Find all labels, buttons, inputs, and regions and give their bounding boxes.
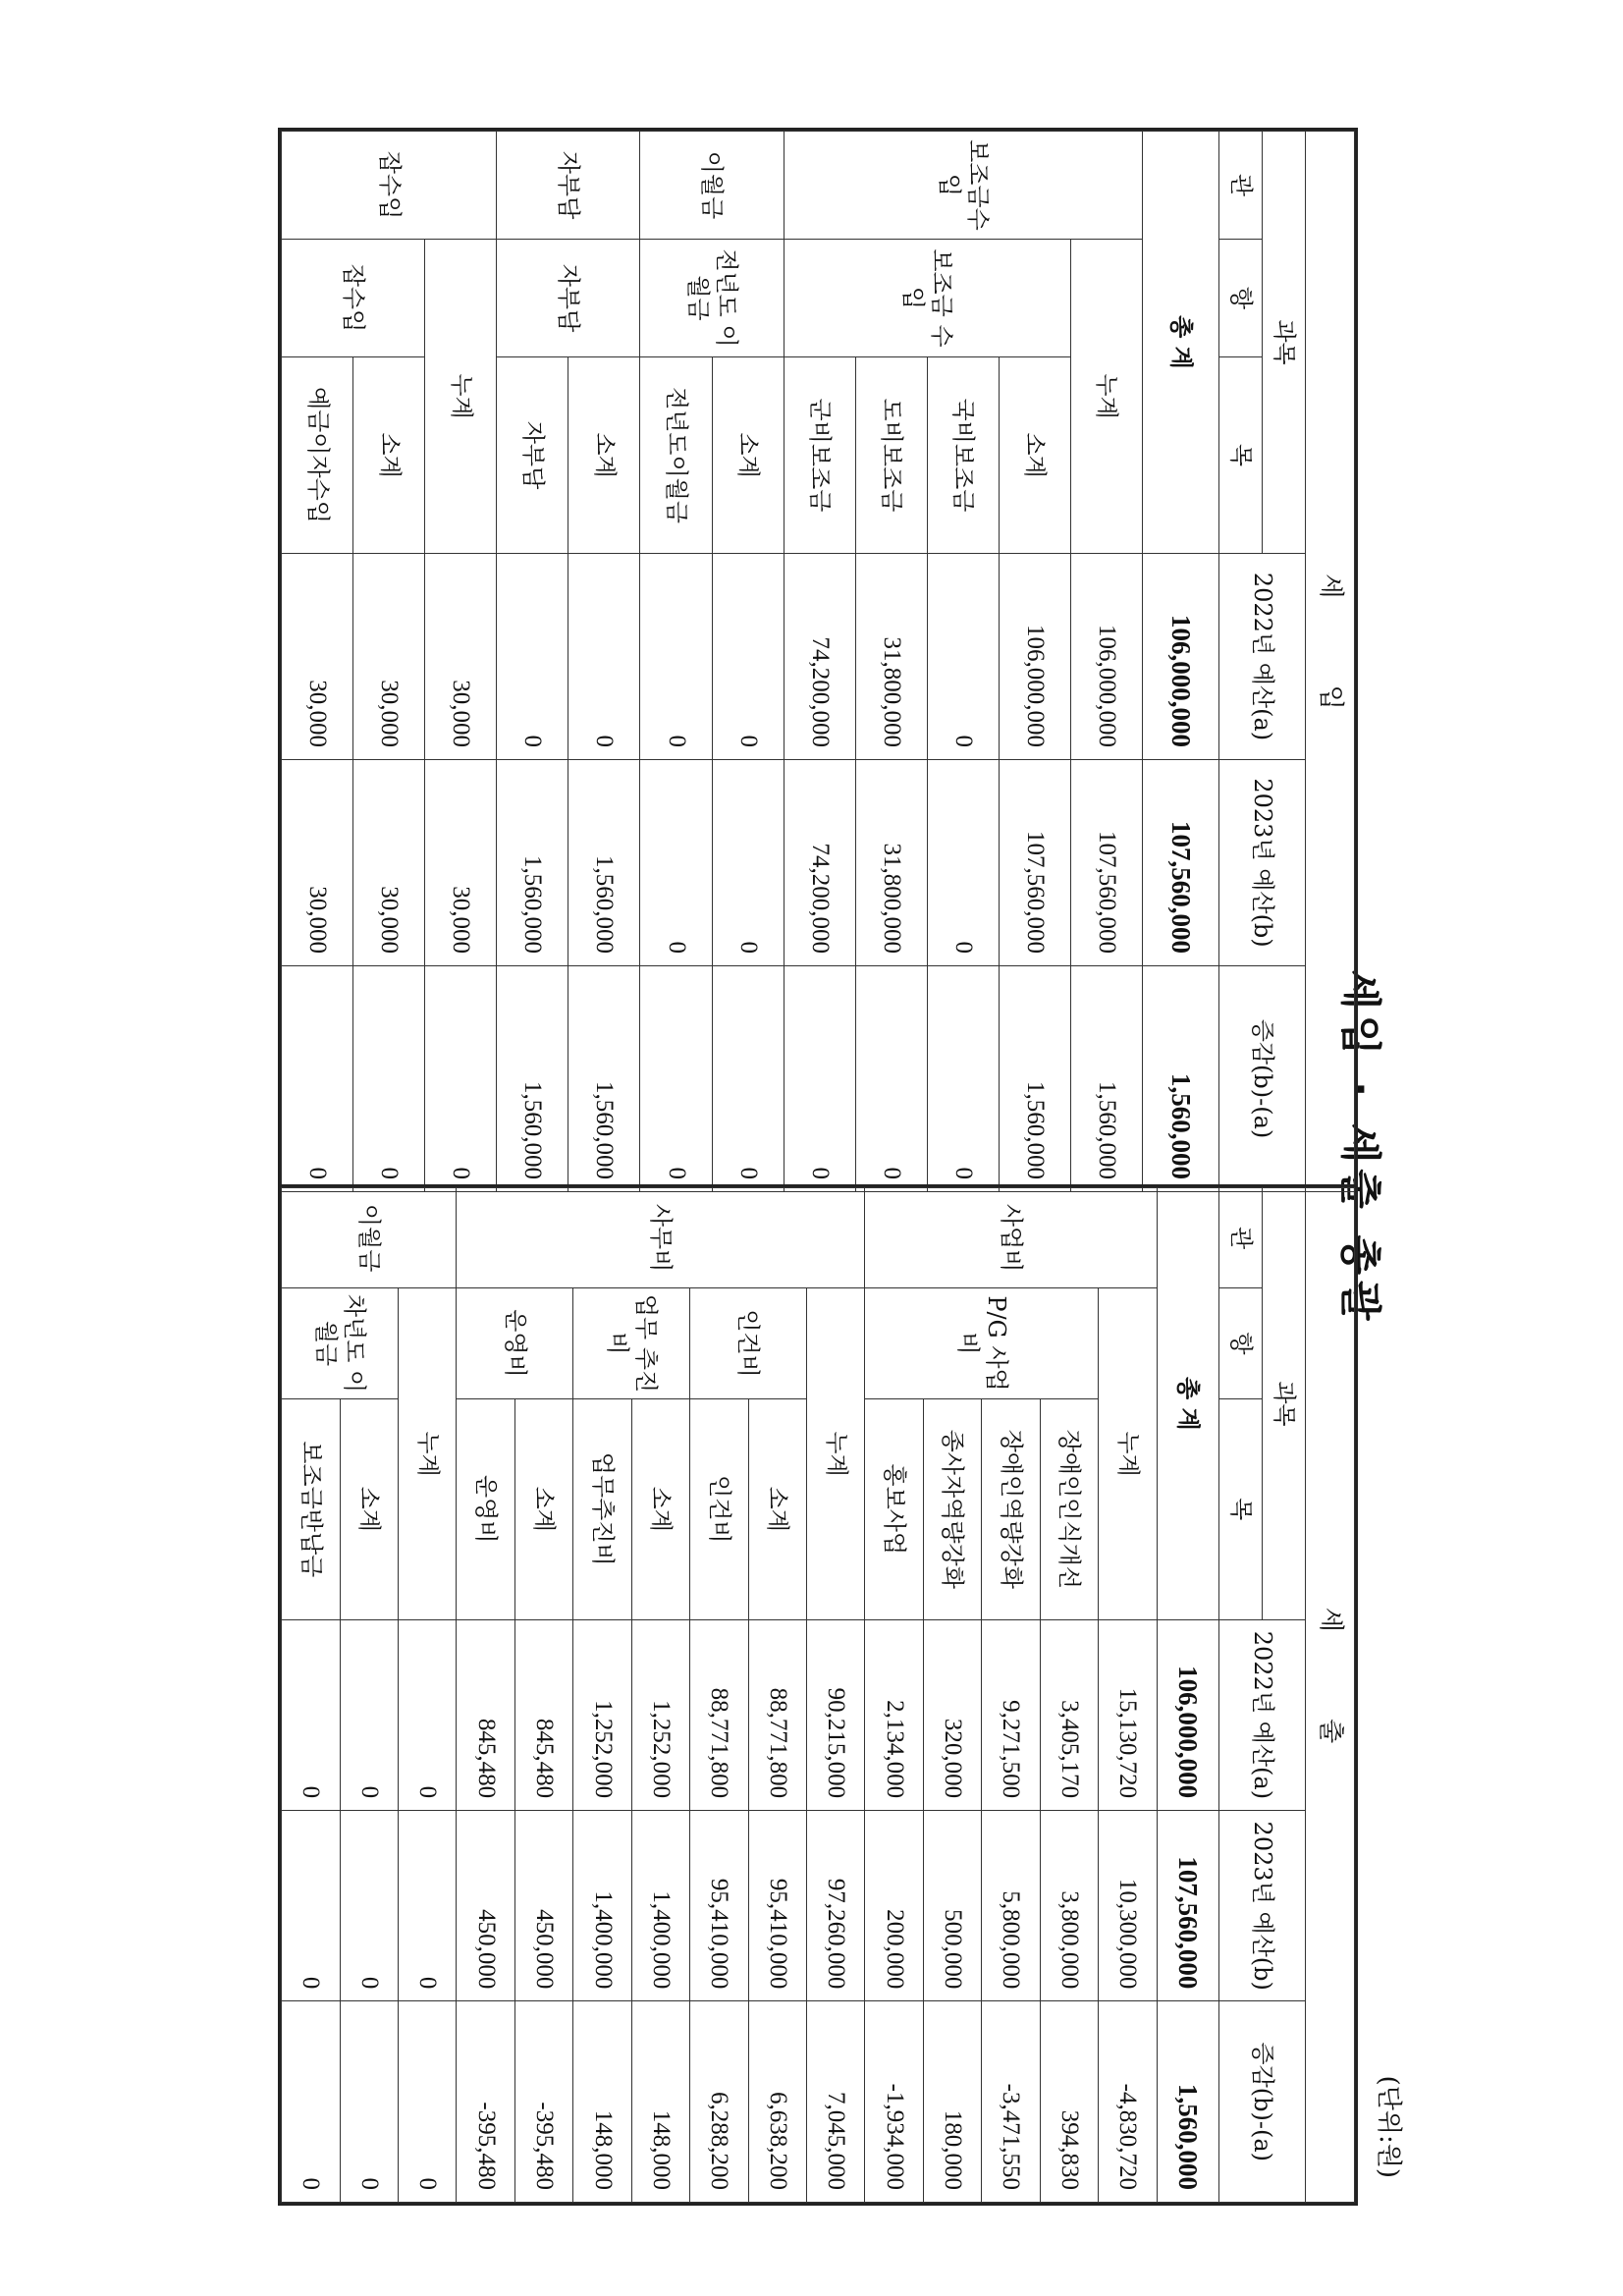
- expense-a-cell: 2,134,000: [865, 1619, 923, 1810]
- revenue-gwan-cell: 자부담: [497, 132, 640, 240]
- expense-mok-cell: 업무추진비: [573, 1398, 631, 1619]
- revenue-b-cell: 107,560,000: [1070, 760, 1142, 966]
- table-row: [631, 1188, 689, 2203]
- revenue-mok-cell: 소계: [568, 357, 640, 554]
- revenue-a-cell: 0: [712, 554, 784, 760]
- revenue-a-cell: 74,200,000: [784, 554, 855, 760]
- expense-total-row: [1157, 1188, 1218, 2203]
- page-title: 세입 · 세출 총괄: [1336, 969, 1384, 1327]
- revenue-total-row: [1142, 132, 1218, 1192]
- revenue-d-cell: 1,560,000: [1070, 966, 1142, 1192]
- expense-mok-cell: 누계: [806, 1288, 864, 1620]
- expense-a-cell: 15,130,720: [1099, 1619, 1157, 1810]
- expense-a-cell: 90,215,000: [806, 1619, 864, 1810]
- revenue-d-cell: 0: [927, 966, 999, 1192]
- expense-b-cell: 0: [340, 1811, 398, 2001]
- expense-a-cell: 0: [282, 1619, 341, 1810]
- expense-a-cell: 9,271,500: [982, 1619, 1040, 1810]
- expense-mok-cell: 홍보사업: [865, 1398, 923, 1619]
- expense-mok-cell: 운영비: [457, 1398, 514, 1619]
- expense-total-label: 총 계: [1157, 1188, 1218, 1620]
- revenue-total-a: 106,000,000: [1142, 554, 1218, 760]
- table-row: [1099, 1188, 1157, 2203]
- revenue-b-cell: 0: [712, 760, 784, 966]
- expense-mok-cell: 인건비: [690, 1398, 748, 1619]
- revenue-a-cell: 106,000,000: [999, 554, 1070, 760]
- revenue-gwamok-header: 과목: [1263, 132, 1306, 554]
- revenue-mok-cell: 전년도이월금: [640, 357, 712, 554]
- table-row: [806, 1188, 864, 2203]
- revenue-d-cell: 1,560,000: [497, 966, 568, 1192]
- expense-hang-cell: 업무 추진비: [573, 1288, 690, 1399]
- revenue-mok-cell: 도비보조금: [855, 357, 927, 554]
- expense-b-cell: 500,000: [923, 1811, 981, 2001]
- revenue-d-cell: 1,560,000: [999, 966, 1070, 1192]
- revenue-b-cell: 30,000: [353, 760, 425, 966]
- expense-mok-cell: 소계: [748, 1398, 806, 1619]
- revenue-d-cell: 0: [425, 966, 497, 1192]
- revenue-a-cell: 0: [640, 554, 712, 760]
- revenue-mok-cell: 자부담: [497, 357, 568, 554]
- revenue-mok-header: 목: [1219, 357, 1263, 554]
- expense-a-cell: 845,480: [457, 1619, 514, 1810]
- expense-b-cell: 0: [282, 1811, 341, 2001]
- expense-d-cell: -4,830,720: [1099, 2001, 1157, 2203]
- table-row: [353, 132, 425, 1192]
- expense-d-cell: 394,830: [1040, 2001, 1098, 2203]
- table-row: [1040, 1188, 1098, 2203]
- revenue-a-cell: 31,800,000: [855, 554, 927, 760]
- expense-d-cell: 180,000: [923, 2001, 981, 2203]
- expense-b-cell: 5,800,000: [982, 1811, 1040, 2001]
- table-row: [399, 1188, 457, 2203]
- revenue-mok-cell: 국비보조금: [927, 357, 999, 554]
- expense-d-cell: 7,045,000: [806, 2001, 864, 2203]
- revenue-a-cell: 0: [497, 554, 568, 760]
- expense-gwamok-header: 과목: [1263, 1188, 1306, 1620]
- expense-d-cell: 0: [399, 2001, 457, 2203]
- revenue-mok-cell: 소계: [712, 357, 784, 554]
- revenue-table: [278, 128, 1358, 1188]
- expense-b-cell: 450,000: [457, 1811, 514, 2001]
- expense-a-cell: 320,000: [923, 1619, 981, 1810]
- revenue-a-cell: 0: [568, 554, 640, 760]
- revenue-total-d: 1,560,000: [1142, 966, 1218, 1192]
- expense-b-cell: 450,000: [514, 1811, 572, 2001]
- revenue-total-b: 107,560,000: [1142, 760, 1218, 966]
- revenue-mok-cell: 소계: [999, 357, 1070, 554]
- revenue-2023-header: 2023년 예산(b): [1219, 760, 1306, 966]
- expense-a-cell: 1,252,000: [631, 1619, 689, 1810]
- table-row: [748, 1188, 806, 2203]
- expense-d-cell: -1,934,000: [865, 2001, 923, 2203]
- table-row: [712, 132, 784, 1192]
- expense-hang-header: 항: [1219, 1288, 1263, 1399]
- expense-a-cell: 88,771,800: [690, 1619, 748, 1810]
- expense-gwan-header: 관: [1219, 1188, 1263, 1288]
- expense-hang-cell: 인건비: [690, 1288, 807, 1399]
- revenue-d-cell: 0: [353, 966, 425, 1192]
- revenue-gwan-header: 관: [1219, 132, 1263, 240]
- expense-d-cell: -395,480: [457, 2001, 514, 2203]
- expense-mok-cell: 누계: [399, 1288, 457, 1620]
- revenue-b-cell: 31,800,000: [855, 760, 927, 966]
- expense-mok-cell: 소계: [340, 1398, 398, 1619]
- expense-a-cell: 0: [340, 1619, 398, 1810]
- expense-mok-cell: 장애인역량강화: [982, 1398, 1040, 1619]
- expense-b-cell: 3,800,000: [1040, 1811, 1098, 2001]
- expense-a-cell: 845,480: [514, 1619, 572, 1810]
- revenue-d-cell: 1,560,000: [568, 966, 640, 1192]
- revenue-hang-cell: 잡수입: [282, 240, 425, 357]
- revenue-b-cell: 30,000: [425, 760, 497, 966]
- expense-mok-cell: 종사자역량강화: [923, 1398, 981, 1619]
- expense-total-b: 107,560,000: [1157, 1811, 1218, 2001]
- revenue-d-cell: 0: [784, 966, 855, 1192]
- expense-mok-cell: 누계: [1099, 1288, 1157, 1620]
- expense-mok-cell: 장애인인식개선: [1040, 1398, 1098, 1619]
- revenue-section-header: 세 입: [1306, 132, 1355, 1192]
- revenue-gwan-cell: 이월금: [640, 132, 784, 240]
- expense-b-cell: 1,400,000: [631, 1811, 689, 2001]
- expense-a-cell: 0: [399, 1619, 457, 1810]
- expense-2023-header: 2023년 예산(b): [1219, 1811, 1306, 2001]
- expense-b-cell: 200,000: [865, 1811, 923, 2001]
- revenue-d-cell: 0: [282, 966, 353, 1192]
- expense-hang-cell: 운영비: [457, 1288, 573, 1399]
- revenue-hang-header: 항: [1219, 240, 1263, 357]
- revenue-a-cell: 30,000: [353, 554, 425, 760]
- expense-b-cell: 97,260,000: [806, 1811, 864, 2001]
- expense-diff-header: 증감(b)-(a): [1219, 2001, 1306, 2203]
- revenue-b-cell: 1,560,000: [568, 760, 640, 966]
- revenue-mok-cell: 누계: [1070, 240, 1142, 554]
- revenue-2022-header: 2022년 예산(a): [1219, 554, 1306, 760]
- expense-gwan-cell: 사업비: [865, 1188, 1157, 1288]
- revenue-total-label: 총 계: [1142, 132, 1218, 554]
- expense-total-d: 1,560,000: [1157, 2001, 1218, 2203]
- expense-d-cell: 148,000: [631, 2001, 689, 2203]
- revenue-a-cell: 30,000: [282, 554, 353, 760]
- revenue-diff-header: 증감(b)-(a): [1219, 966, 1306, 1192]
- table-row: [425, 132, 497, 1192]
- revenue-a-cell: 30,000: [425, 554, 497, 760]
- unit-label: (단위:원): [1374, 2075, 1403, 2178]
- expense-section-header: 세 출: [1306, 1188, 1355, 2203]
- expense-d-cell: 148,000: [573, 2001, 631, 2203]
- expense-b-cell: 10,300,000: [1099, 1811, 1157, 2001]
- revenue-b-cell: 30,000: [282, 760, 353, 966]
- expense-d-cell: -395,480: [514, 2001, 572, 2203]
- expense-table: [278, 1184, 1358, 2206]
- revenue-hang-cell: 자부담: [497, 240, 640, 357]
- revenue-mok-cell: 소계: [353, 357, 425, 554]
- expense-gwan-cell: 이월금: [282, 1188, 457, 1288]
- revenue-hang-cell: 보조금 수입: [784, 240, 1070, 357]
- table-row: [340, 1188, 398, 2203]
- expense-total-a: 106,000,000: [1157, 1619, 1218, 1810]
- revenue-gwan-cell: 보조금수입: [784, 132, 1142, 240]
- revenue-b-cell: 107,560,000: [999, 760, 1070, 966]
- revenue-a-cell: 106,000,000: [1070, 554, 1142, 760]
- expense-hang-cell: 차년도 이월금: [282, 1288, 399, 1399]
- expense-a-cell: 3,405,170: [1040, 1619, 1098, 1810]
- expense-a-cell: 88,771,800: [748, 1619, 806, 1810]
- expense-b-cell: 0: [399, 1811, 457, 2001]
- expense-d-cell: 6,638,200: [748, 2001, 806, 2203]
- revenue-b-cell: 0: [927, 760, 999, 966]
- expense-2022-header: 2022년 예산(a): [1219, 1619, 1306, 1810]
- revenue-d-cell: 0: [712, 966, 784, 1192]
- expense-mok-header: 목: [1219, 1398, 1263, 1619]
- table-row: [1070, 132, 1142, 1192]
- revenue-b-cell: 74,200,000: [784, 760, 855, 966]
- revenue-d-cell: 0: [640, 966, 712, 1192]
- revenue-hang-cell: 전년도 이월금: [640, 240, 784, 357]
- expense-d-cell: 0: [340, 2001, 398, 2203]
- revenue-a-cell: 0: [927, 554, 999, 760]
- expense-b-cell: 95,410,000: [748, 1811, 806, 2001]
- expense-b-cell: 1,400,000: [573, 1811, 631, 2001]
- revenue-b-cell: 1,560,000: [497, 760, 568, 966]
- revenue-mok-cell: 누계: [425, 240, 497, 554]
- expense-d-cell: -3,471,550: [982, 2001, 1040, 2203]
- table-row: [568, 132, 640, 1192]
- table-row: [999, 132, 1070, 1192]
- expense-d-cell: 6,288,200: [690, 2001, 748, 2203]
- expense-mok-cell: 보조금반납금: [282, 1398, 341, 1619]
- expense-gwan-cell: 사무비: [457, 1188, 865, 1288]
- revenue-d-cell: 0: [855, 966, 927, 1192]
- expense-mok-cell: 소계: [631, 1398, 689, 1619]
- table-row: [514, 1188, 572, 2203]
- revenue-gwan-cell: 잡수입: [282, 132, 497, 240]
- expense-a-cell: 1,252,000: [573, 1619, 631, 1810]
- expense-mok-cell: 소계: [514, 1398, 572, 1619]
- expense-d-cell: 0: [282, 2001, 341, 2203]
- expense-hang-cell: P/G 사업비: [865, 1288, 1099, 1399]
- revenue-mok-cell: 예금이자수입: [282, 357, 353, 554]
- expense-b-cell: 95,410,000: [690, 1811, 748, 2001]
- revenue-mok-cell: 군비보조금: [784, 357, 855, 554]
- revenue-b-cell: 0: [640, 760, 712, 966]
